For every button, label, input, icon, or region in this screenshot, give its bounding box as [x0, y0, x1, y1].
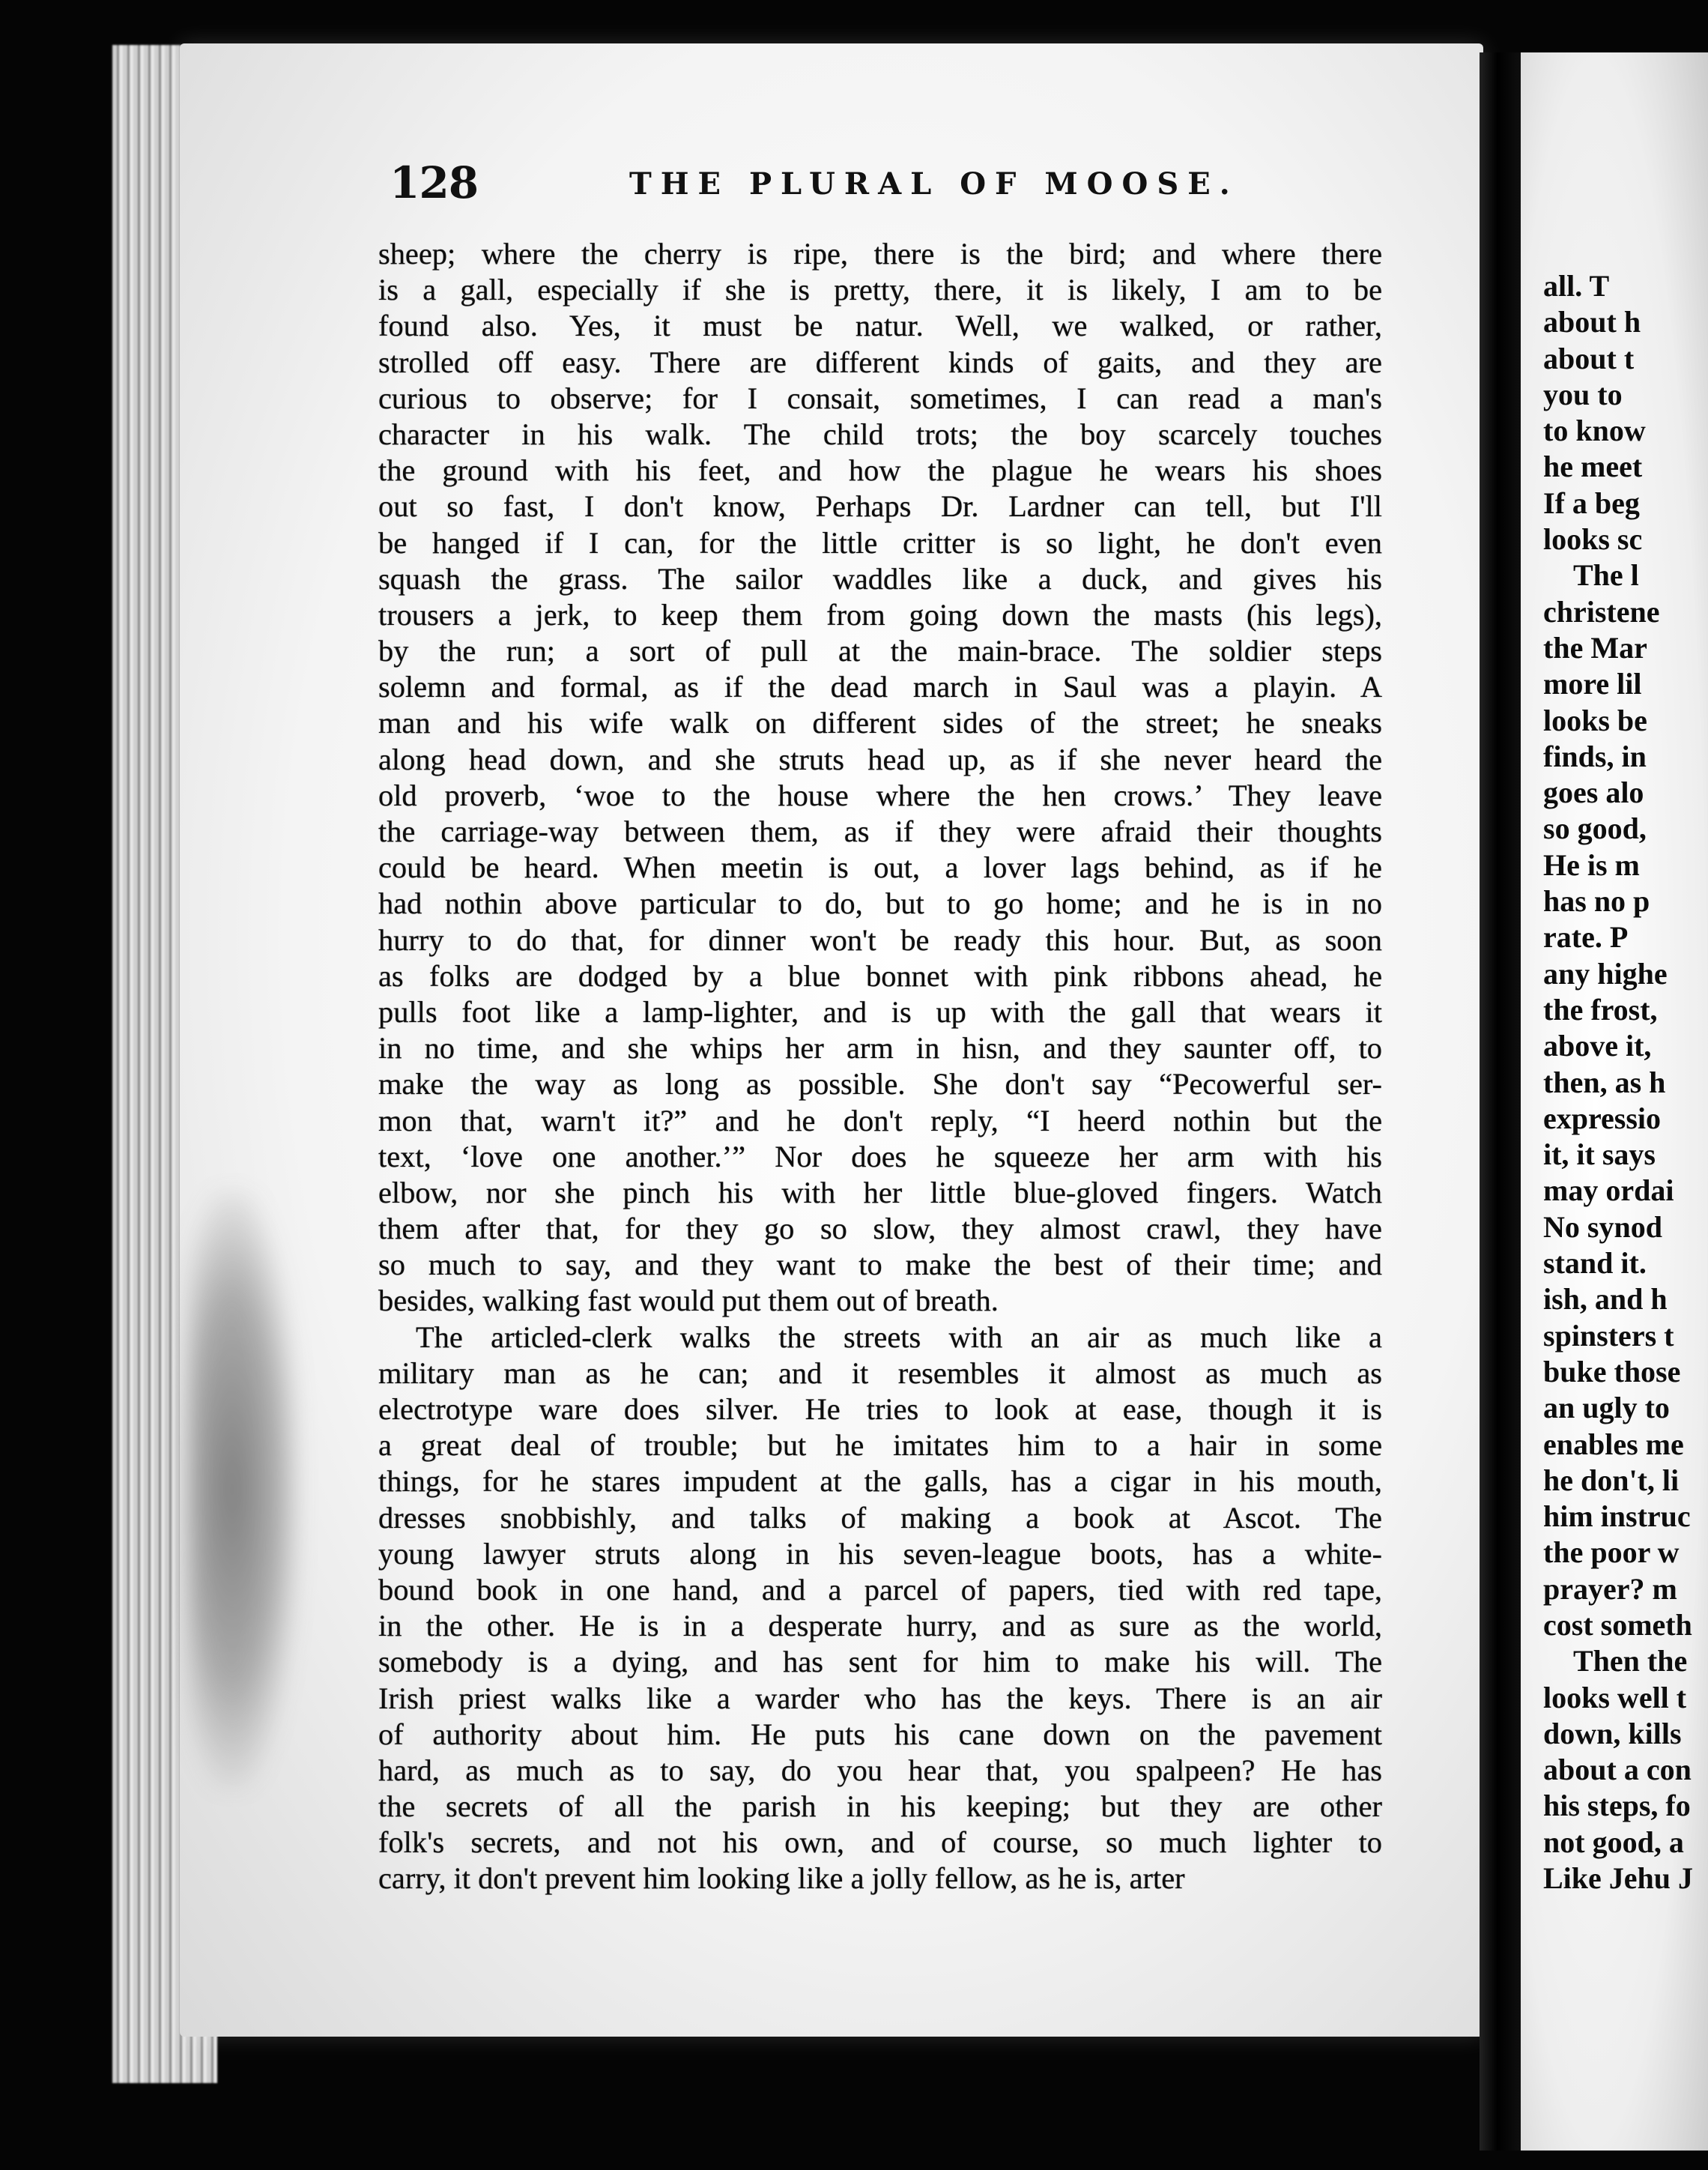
text-line: somebody is a dying, and has sent for him to make his will. The	[378, 1645, 1382, 1679]
text-line: mon that, warn't it?” and he don't reply, “I heerd nothin but the	[378, 1103, 1382, 1137]
right-text-line: may ordai	[1543, 1173, 1674, 1208]
right-text-line: not good, a	[1543, 1825, 1684, 1859]
text-line: dresses snobbishly, and talks of making a book at Ascot. The	[378, 1500, 1382, 1535]
right-text-line: prayer? m	[1543, 1571, 1677, 1606]
text-line: bound book in one hand, and a parcel of papers, tied with red tape,	[378, 1572, 1382, 1607]
text-line: hard, as much as to say, do you hear that, you spalpeen? He has	[378, 1753, 1382, 1787]
text-line: elbow, nor she pinch his with her little blue-gloved fingers. Watch	[378, 1175, 1382, 1209]
right-text-line: cost someth	[1543, 1607, 1692, 1642]
text-line: character in his walk. The child trots; the boy scarcely touches	[378, 417, 1382, 451]
right-text-line: he meet	[1543, 450, 1643, 484]
text-line: Irish priest walks like a warder who has the keys. There is an air	[378, 1681, 1382, 1715]
right-text-line: Like Jehu J	[1543, 1861, 1694, 1896]
text-line: as folks are dodged by a blue bonnet with pink ribbons ahead, he	[378, 958, 1382, 993]
right-text-line: He is m	[1543, 847, 1640, 882]
right-text-line: Then the	[1573, 1644, 1688, 1678]
right-page-text	[1543, 268, 1708, 1897]
right-text-line: The l	[1573, 558, 1639, 593]
right-text-line: his steps, fo	[1543, 1789, 1691, 1823]
right-text-line: above it,	[1543, 1029, 1652, 1063]
page-number: 128	[390, 157, 479, 208]
text-line: sheep; where the cherry is ripe, there is the bird; and where there	[378, 237, 1382, 271]
right-text-line: spinsters t	[1543, 1318, 1674, 1353]
right-text-line: down, kills	[1543, 1716, 1682, 1750]
right-text-line: so good,	[1543, 812, 1647, 846]
text-line: of authority about him. He puts his cane down on the pavement	[378, 1717, 1382, 1751]
ink-smudge	[187, 1190, 300, 1789]
text-line: by the run; a sort of pull at the main-brace. The soldier steps	[378, 634, 1382, 668]
text-line: strolled off easy. There are different kinds of gaits, and they are	[378, 345, 1382, 379]
running-title: THE PLURAL OF MOOSE.	[629, 166, 1239, 202]
page-header	[390, 157, 1438, 210]
right-text-line: about a con	[1543, 1753, 1692, 1787]
right-text-line: expressio	[1543, 1101, 1662, 1135]
text-line: make the way as long as possible. She don't say “Pecowerful ser-	[378, 1067, 1382, 1101]
text-line: is a gall, especially if she is pretty, there, it is likely, I am to be	[378, 273, 1382, 307]
right-text-line: about t	[1543, 341, 1635, 375]
right-text-line: him instruc	[1543, 1499, 1691, 1534]
text-line: pulls foot like a lamp-lighter, and is up with the gall that wears it	[378, 994, 1382, 1029]
text-line: hurry to do that, for dinner won't be ready this hour. But, as soon	[378, 922, 1382, 957]
right-text-line: christene	[1543, 594, 1660, 629]
text-line: besides, walking fast would put them out of breath.	[378, 1284, 999, 1318]
right-page	[1521, 52, 1708, 2151]
right-text-line: enables me	[1543, 1427, 1684, 1461]
right-text-line: the Mar	[1543, 630, 1647, 665]
text-line: trousers a jerk, to keep them from going down the masts (his legs),	[378, 597, 1382, 632]
text-line: had nothin above particular to do, but to go home; and he is in no	[378, 886, 1382, 921]
text-line: out so fast, I don't know, Perhaps Dr. Lardner can tell, but I'll	[378, 489, 1382, 524]
right-text-line: about h	[1543, 305, 1641, 339]
right-text-line: you to	[1543, 377, 1623, 411]
right-text-line: then, as h	[1543, 1065, 1666, 1099]
right-text-line: to know	[1543, 414, 1646, 448]
text-line: the secrets of all the parish in his keeping; but they are other	[378, 1789, 1382, 1824]
right-text-line: has no p	[1543, 884, 1650, 919]
text-line: old proverb, ‘woe to the house where the hen crows.’ They leave	[378, 778, 1382, 812]
text-line: solemn and formal, as if the dead march in Saul was a playin. A	[378, 670, 1382, 704]
text-line: in the other. He is in a desperate hurry, and as sure as the world,	[378, 1609, 1382, 1643]
text-line: the ground with his feet, and how the plague he wears his shoes	[378, 453, 1382, 488]
right-text-line: an ugly to	[1543, 1391, 1670, 1425]
right-text-line: ish, and h	[1543, 1282, 1668, 1317]
right-text-line: all. T	[1543, 269, 1610, 303]
text-line: in no time, and she whips her arm in hisn, and they saunter off, to	[378, 1031, 1382, 1066]
text-line: folk's secrets, and not his own, and of course, so much lighter to	[378, 1825, 1382, 1860]
right-text-line: it, it says	[1543, 1137, 1656, 1172]
right-text-line: the frost,	[1543, 992, 1658, 1027]
text-line: military man as he can; and it resembles it almost as much as	[378, 1356, 1382, 1390]
text-line: could be heard. When meetin is out, a lover lags behind, as if he	[378, 850, 1382, 885]
right-text-line: more lil	[1543, 667, 1642, 701]
right-text-line: stand it.	[1543, 1246, 1647, 1281]
text-line: curious to observe; for I consait, sometimes, I can read a man's	[378, 381, 1382, 415]
text-line: the carriage-way between them, as if they were afraid their thoughts	[378, 814, 1382, 848]
text-line: man and his wife walk on different sides of the street; he sneaks	[378, 706, 1382, 740]
body-text	[378, 236, 1382, 1897]
right-text-line: finds, in	[1543, 739, 1647, 773]
text-line: be hanged if I can, for the little critter is so light, he don't even	[378, 525, 1382, 560]
text-line: so much to say, and they want to make the best of their time; and	[378, 1248, 1382, 1282]
right-text-line: looks well t	[1543, 1680, 1687, 1714]
right-text-line: No synod	[1543, 1209, 1662, 1244]
text-line: squash the grass. The sailor waddles like a duck, and gives his	[378, 561, 1382, 596]
text-line: found also. Yes, it must be natur. Well, we walked, or rather,	[378, 309, 1382, 343]
text-line: electrotype ware does silver. He tries to look at ease, though it is	[378, 1392, 1382, 1426]
right-text-line: looks be	[1543, 703, 1647, 737]
right-text-line: he don't, li	[1543, 1463, 1680, 1497]
text-line: young lawyer struts along in his seven-league boots, has a white-	[378, 1536, 1382, 1571]
text-line: them after that, for they go so slow, they almost crawl, they have	[378, 1212, 1382, 1246]
right-text-line: rate. P	[1543, 920, 1629, 955]
right-text-line: If a beg	[1543, 486, 1640, 520]
text-line: along head down, and she struts head up, as if she never heard the	[378, 742, 1382, 776]
text-line: a great deal of trouble; but he imitates him to a hair in some	[378, 1428, 1382, 1463]
text-line: text, ‘love one another.’” Nor does he squeeze her arm with his	[378, 1139, 1382, 1173]
right-text-line: the poor w	[1543, 1535, 1680, 1570]
right-text-line: any highe	[1543, 956, 1668, 991]
text-line: carry, it don't prevent him looking like a jolly fellow, as he is, arter	[378, 1861, 1185, 1896]
book-gutter	[1480, 52, 1524, 2151]
right-text-line: looks sc	[1543, 522, 1643, 557]
right-text-line: buke those	[1543, 1354, 1681, 1388]
text-line: The articled-clerk walks the streets with an air as much like a	[416, 1320, 1382, 1354]
right-text-line: goes alo	[1543, 776, 1644, 810]
text-line: things, for he stares impudent at the galls, has a cigar in his mouth,	[378, 1464, 1382, 1499]
